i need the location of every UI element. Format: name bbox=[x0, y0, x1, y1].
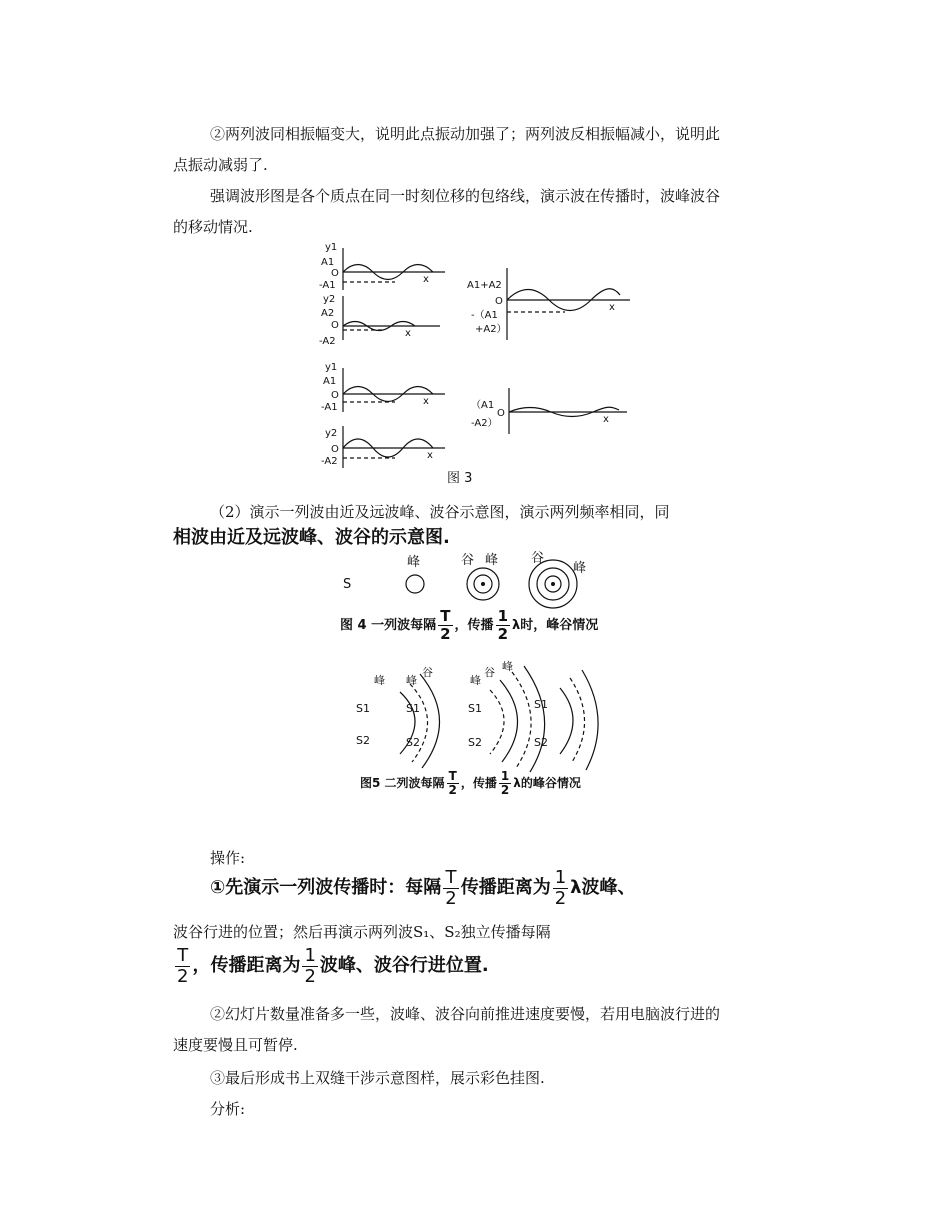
op-label: 操作: bbox=[210, 849, 246, 867]
figure-5-caption bbox=[360, 770, 581, 797]
op1-part: ①先演示一列波传播时：每隔 bbox=[210, 877, 442, 898]
peak-label: 峰 bbox=[407, 555, 421, 570]
fraction-numerator: T bbox=[447, 770, 459, 784]
x-label: x bbox=[427, 450, 433, 461]
op1-part: λ波峰、 bbox=[570, 877, 636, 898]
x-label: x bbox=[609, 302, 615, 313]
trough-label: 谷 bbox=[422, 666, 433, 679]
op1-part: ，传播距离为 bbox=[192, 955, 301, 976]
figure-4-caption bbox=[340, 608, 598, 643]
paragraph-line: ②两列波同相振幅变大，说明此点振动加强了；两列波反相振幅减小，说明此 bbox=[210, 125, 721, 143]
x-label: x bbox=[405, 328, 411, 339]
paragraph-line: 强调波形图是各个质点在同一时刻位移的包络线，演示波在传播时，波峰波谷 bbox=[210, 187, 721, 205]
caption-part: λ的峰谷情况 bbox=[513, 776, 581, 790]
neg-sum-label: +A2） bbox=[475, 324, 507, 335]
op1-part: 波峰、波谷行进位置. bbox=[319, 955, 489, 976]
paragraph-line: 相波由近及远波峰、波谷的示意图. bbox=[173, 527, 450, 548]
fraction-denominator: 2 bbox=[497, 625, 508, 643]
paragraph-line: ②幻灯片数量准备多一些，波峰、波谷向前推进速度要慢，若用电脑波行进的 bbox=[210, 1005, 721, 1023]
caption-part: 图 4 一列波每隔 bbox=[340, 618, 437, 633]
fraction-denominator: 2 bbox=[554, 887, 567, 909]
neg-a1-label: -A1 bbox=[319, 280, 336, 291]
x-label: x bbox=[423, 396, 429, 407]
s1-label: S1 bbox=[468, 702, 482, 715]
a1-label: A1 bbox=[323, 376, 337, 387]
peak-label: 峰 bbox=[470, 674, 481, 687]
y1-label: y1 bbox=[325, 242, 338, 253]
paragraph-line: 分析: bbox=[210, 1100, 246, 1118]
fraction-numerator: 1 bbox=[497, 607, 508, 625]
peak-label: 峰 bbox=[502, 660, 513, 673]
peak-label: 峰 bbox=[374, 674, 385, 687]
origin-label: O bbox=[331, 268, 339, 279]
fraction-numerator: 1 bbox=[554, 866, 567, 888]
paragraph-line: 点振动减弱了. bbox=[173, 156, 268, 174]
x-label: x bbox=[603, 414, 609, 425]
origin-label: O bbox=[495, 296, 503, 307]
paragraph-line: 速度要慢且可暂停. bbox=[173, 1036, 298, 1054]
fraction-denominator: 2 bbox=[448, 783, 457, 797]
s1-label: S1 bbox=[356, 702, 370, 715]
fraction-denominator: 2 bbox=[440, 625, 451, 643]
diff-label: （A1 bbox=[471, 400, 495, 411]
paragraph-line: （2）演示一列波由近及远波峰、波谷示意图，演示两列频率相同，同 bbox=[210, 503, 670, 521]
fraction-numerator: 1 bbox=[304, 944, 316, 966]
trough-label: 谷 bbox=[484, 666, 495, 679]
op1-line3 bbox=[173, 944, 489, 988]
caption-part: ，传播 bbox=[454, 618, 494, 633]
s1-label: S1 bbox=[406, 702, 420, 715]
origin-label: O bbox=[331, 320, 339, 331]
diff-label: -A2） bbox=[471, 418, 498, 429]
fraction-numerator: 1 bbox=[500, 769, 510, 783]
paragraph-line: 的移动情况. bbox=[173, 218, 253, 236]
op1-part: 传播距离为 bbox=[460, 877, 551, 898]
neg-a2-label: -A2 bbox=[321, 456, 338, 467]
a1-label: A1 bbox=[321, 257, 335, 268]
fraction-numerator: T bbox=[443, 868, 458, 889]
origin-label: O bbox=[497, 408, 505, 419]
origin-label: O bbox=[331, 390, 339, 401]
peak-label: 峰 bbox=[406, 674, 417, 687]
sum-label: A1+A2 bbox=[467, 280, 502, 291]
x-label: x bbox=[423, 274, 429, 285]
neg-a2-label: -A2 bbox=[319, 336, 336, 347]
s2-label: S2 bbox=[468, 736, 482, 749]
peak-label: 峰 bbox=[485, 553, 499, 568]
fraction-denominator: 2 bbox=[500, 783, 510, 797]
caption-part: 图5 二列波每隔 bbox=[360, 776, 445, 790]
figure-3 bbox=[315, 240, 645, 490]
source-label: S bbox=[343, 577, 352, 592]
s2-label: S2 bbox=[534, 736, 548, 749]
caption-part: ，传播 bbox=[460, 776, 497, 790]
peak-label: 峰 bbox=[573, 561, 587, 576]
trough-label: 谷 bbox=[531, 551, 545, 566]
op1-line2: 波谷行进的位置；然后再演示两列波S₁、S₂独立传播每隔 bbox=[173, 923, 551, 941]
fraction-numerator: T bbox=[175, 946, 190, 967]
neg-sum-label: -（A1 bbox=[471, 310, 498, 321]
fraction-denominator: 2 bbox=[445, 887, 457, 909]
trough-label: 谷 bbox=[461, 553, 475, 568]
figure-3-caption: 图 3 bbox=[447, 471, 473, 486]
fraction-denominator: 2 bbox=[304, 965, 316, 987]
y1-label: y1 bbox=[325, 362, 338, 373]
figure-5 bbox=[350, 662, 610, 772]
fraction-numerator: T bbox=[438, 608, 452, 626]
s2-label: S2 bbox=[406, 736, 420, 749]
s1-label: S1 bbox=[534, 698, 548, 711]
y2-label: y2 bbox=[323, 294, 336, 305]
s2-label: S2 bbox=[356, 734, 370, 747]
paragraph-line: ③最后形成书上双缝干涉示意图样，展示彩色挂图. bbox=[210, 1069, 545, 1087]
neg-a1-label: -A1 bbox=[321, 402, 338, 413]
fraction-denominator: 2 bbox=[177, 965, 189, 987]
origin-label: O bbox=[331, 444, 339, 455]
a2-label: A2 bbox=[321, 308, 335, 319]
y2-label: y2 bbox=[325, 428, 338, 439]
caption-part: λ时，峰谷情况 bbox=[512, 618, 599, 633]
op1-line1 bbox=[210, 866, 636, 910]
